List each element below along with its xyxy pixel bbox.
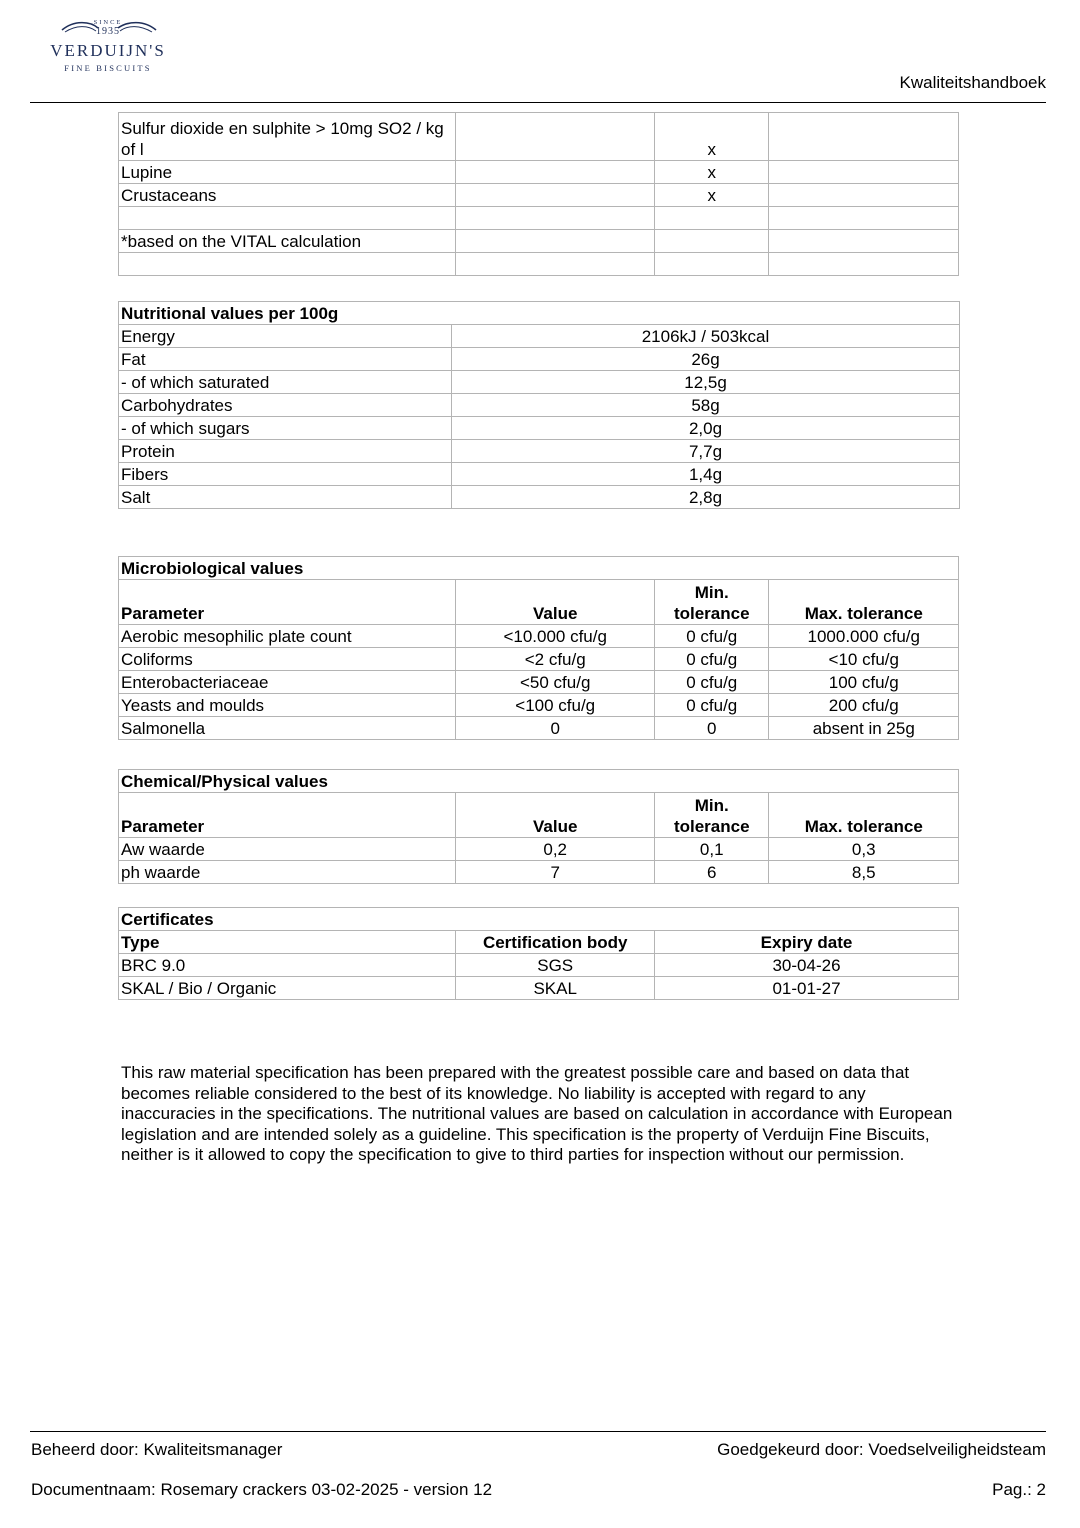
certification-body: SKAL [456,977,655,1000]
nutrient-value: 58g [452,394,960,417]
parameter-cell: Aw waarde [119,838,456,861]
manual-title: Kwaliteitshandboek [899,73,1046,92]
certification-body: SGS [456,954,655,977]
table-row [119,694,959,717]
table-row [119,325,960,348]
footer-rule [30,1431,1046,1432]
disclaimer-text: This raw material specification has been prepared with the greatest possible care and based on data that becomes reliable considered to the best of its knowledge. No liability is accepted with regard to any inaccuracies in the specifications. The nutritional values are based on calculation in accordance with European legislation and are intended solely as a guideline. This specification is the property of Verduijn Fine Biscuits, neither is it allowed to copy the specification to give to third parties for inspection without our permission. [121,1063,953,1164]
parameter-cell: Enterobacteriaceae [119,671,456,694]
header-max-tolerance: Max. tolerance [769,580,959,625]
allergens-table [118,112,959,276]
table-row [119,625,959,648]
certificates-table [118,907,959,1000]
header-value: Value [456,793,655,838]
certificate-type: BRC 9.0 [119,954,456,977]
allergen-mark [655,207,769,230]
min-cell: 0 cfu/g [655,671,769,694]
min-cell: 0 cfu/g [655,625,769,648]
allergen-cell [456,207,655,230]
table-row [119,417,960,440]
expiry-date: 01-01-27 [655,977,959,1000]
header-rule [30,102,1046,103]
header-parameter: Parameter [119,580,456,625]
header-parameter: Parameter [119,793,456,838]
value-cell: 0 [456,717,655,740]
max-cell: 0,3 [769,838,959,861]
header-type: Type [119,931,456,954]
allergen-cell [456,161,655,184]
chemical-physical-table [118,769,959,884]
logo-name: VERDUIJN'S [50,41,166,60]
chemical-title: Chemical/Physical values [119,770,959,793]
table-title-row [119,908,959,931]
value-cell: <10.000 cfu/g [456,625,655,648]
nutrient-value: 26g [452,348,960,371]
allergen-footnote: *based on the VITAL calculation [119,230,456,253]
table-row [119,371,960,394]
table-title-row [119,770,959,793]
min-cell: 0,1 [655,838,769,861]
approved-by: Goedgekeurd door: Voedselveiligheidsteam [717,1440,1046,1459]
min-cell: 0 cfu/g [655,648,769,671]
table-header-row [119,931,959,954]
nutrient-label: Fibers [119,463,452,486]
allergen-mark [655,230,769,253]
microbiological-table [118,556,959,740]
allergen-label [119,207,456,230]
min-cell: 0 cfu/g [655,694,769,717]
max-cell: <10 cfu/g [769,648,959,671]
parameter-cell: ph waarde [119,861,456,884]
allergen-cell [769,161,959,184]
max-cell: 100 cfu/g [769,671,959,694]
table-row [119,954,959,977]
allergen-mark: x [655,161,769,184]
max-cell: 1000.000 cfu/g [769,625,959,648]
value-cell: <50 cfu/g [456,671,655,694]
logo-year: 1935 [96,26,120,37]
table-row [119,861,959,884]
header-expiry-date: Expiry date [655,931,959,954]
table-row [119,207,959,230]
allergen-cell [456,230,655,253]
table-row [119,394,960,417]
allergen-cell [769,230,959,253]
table-row [119,161,959,184]
table-row [119,253,959,276]
table-header-row [119,580,959,625]
value-cell: <100 cfu/g [456,694,655,717]
table-header-row [119,302,960,325]
parameter-cell: Yeasts and moulds [119,694,456,717]
min-cell: 0 [655,717,769,740]
allergen-cell [456,113,655,161]
nutrient-value: 2,0g [452,417,960,440]
table-row [119,838,959,861]
allergen-cell [769,113,959,161]
document-name: Documentnaam: Rosemary crackers 03-02-2025 - version 12 [31,1480,493,1499]
table-row [119,113,959,161]
value-cell: 7 [456,861,655,884]
allergen-mark: x [655,113,769,161]
nutrient-label: Energy [119,325,452,348]
page-number: Pag.: 2 [992,1480,1046,1499]
certificates-title: Certificates [119,908,959,931]
max-cell: absent in 25g [769,717,959,740]
company-logo [36,16,181,76]
header-min-tolerance: Min. tolerance [655,580,769,625]
logo-tagline: FINE BISCUITS [64,63,152,73]
allergen-mark [655,253,769,276]
nutrient-label: Protein [119,440,452,463]
max-cell: 200 cfu/g [769,694,959,717]
allergen-label: Sulfur dioxide en sulphite > 10mg SO2 / kg of l [119,113,456,161]
logo-graphic [36,16,181,76]
value-cell: <2 cfu/g [456,648,655,671]
managed-by: Beheerd door: Kwaliteitsmanager [31,1440,283,1459]
header-certification-body: Certification body [456,931,655,954]
table-row [119,486,960,509]
nutrient-value: 2106kJ / 503kcal [452,325,960,348]
min-cell: 6 [655,861,769,884]
allergen-cell [769,184,959,207]
table-row [119,348,960,371]
header-min-tolerance: Min. tolerance [655,793,769,838]
nutrient-label: - of which saturated [119,371,452,394]
table-row [119,648,959,671]
table-row [119,671,959,694]
parameter-cell: Coliforms [119,648,456,671]
table-row [119,717,959,740]
expiry-date: 30-04-26 [655,954,959,977]
nutrient-label: - of which sugars [119,417,452,440]
allergen-mark: x [655,184,769,207]
nutrient-value: 2,8g [452,486,960,509]
value-cell: 0,2 [456,838,655,861]
table-row [119,230,959,253]
micro-title: Microbiological values [119,557,959,580]
table-title-row [119,557,959,580]
max-cell: 8,5 [769,861,959,884]
allergen-cell [769,207,959,230]
header-max-tolerance: Max. tolerance [769,793,959,838]
table-row [119,463,960,486]
nutrient-label: Salt [119,486,452,509]
nutrient-label: Fat [119,348,452,371]
allergen-label: Crustaceans [119,184,456,207]
table-header-row [119,793,959,838]
nutrient-value: 12,5g [452,371,960,394]
nutrition-title: Nutritional values per 100g [119,302,960,325]
logo-since: SINCE [93,19,123,26]
certificate-type: SKAL / Bio / Organic [119,977,456,1000]
allergen-label [119,253,456,276]
table-row [119,184,959,207]
nutrition-table [118,301,960,509]
nutrient-label: Carbohydrates [119,394,452,417]
allergen-cell [769,253,959,276]
allergen-cell [456,184,655,207]
table-row [119,440,960,463]
nutrient-value: 7,7g [452,440,960,463]
table-row [119,977,959,1000]
header-value: Value [456,580,655,625]
parameter-cell: Salmonella [119,717,456,740]
parameter-cell: Aerobic mesophilic plate count [119,625,456,648]
nutrient-value: 1,4g [452,463,960,486]
allergen-cell [456,253,655,276]
allergen-label: Lupine [119,161,456,184]
